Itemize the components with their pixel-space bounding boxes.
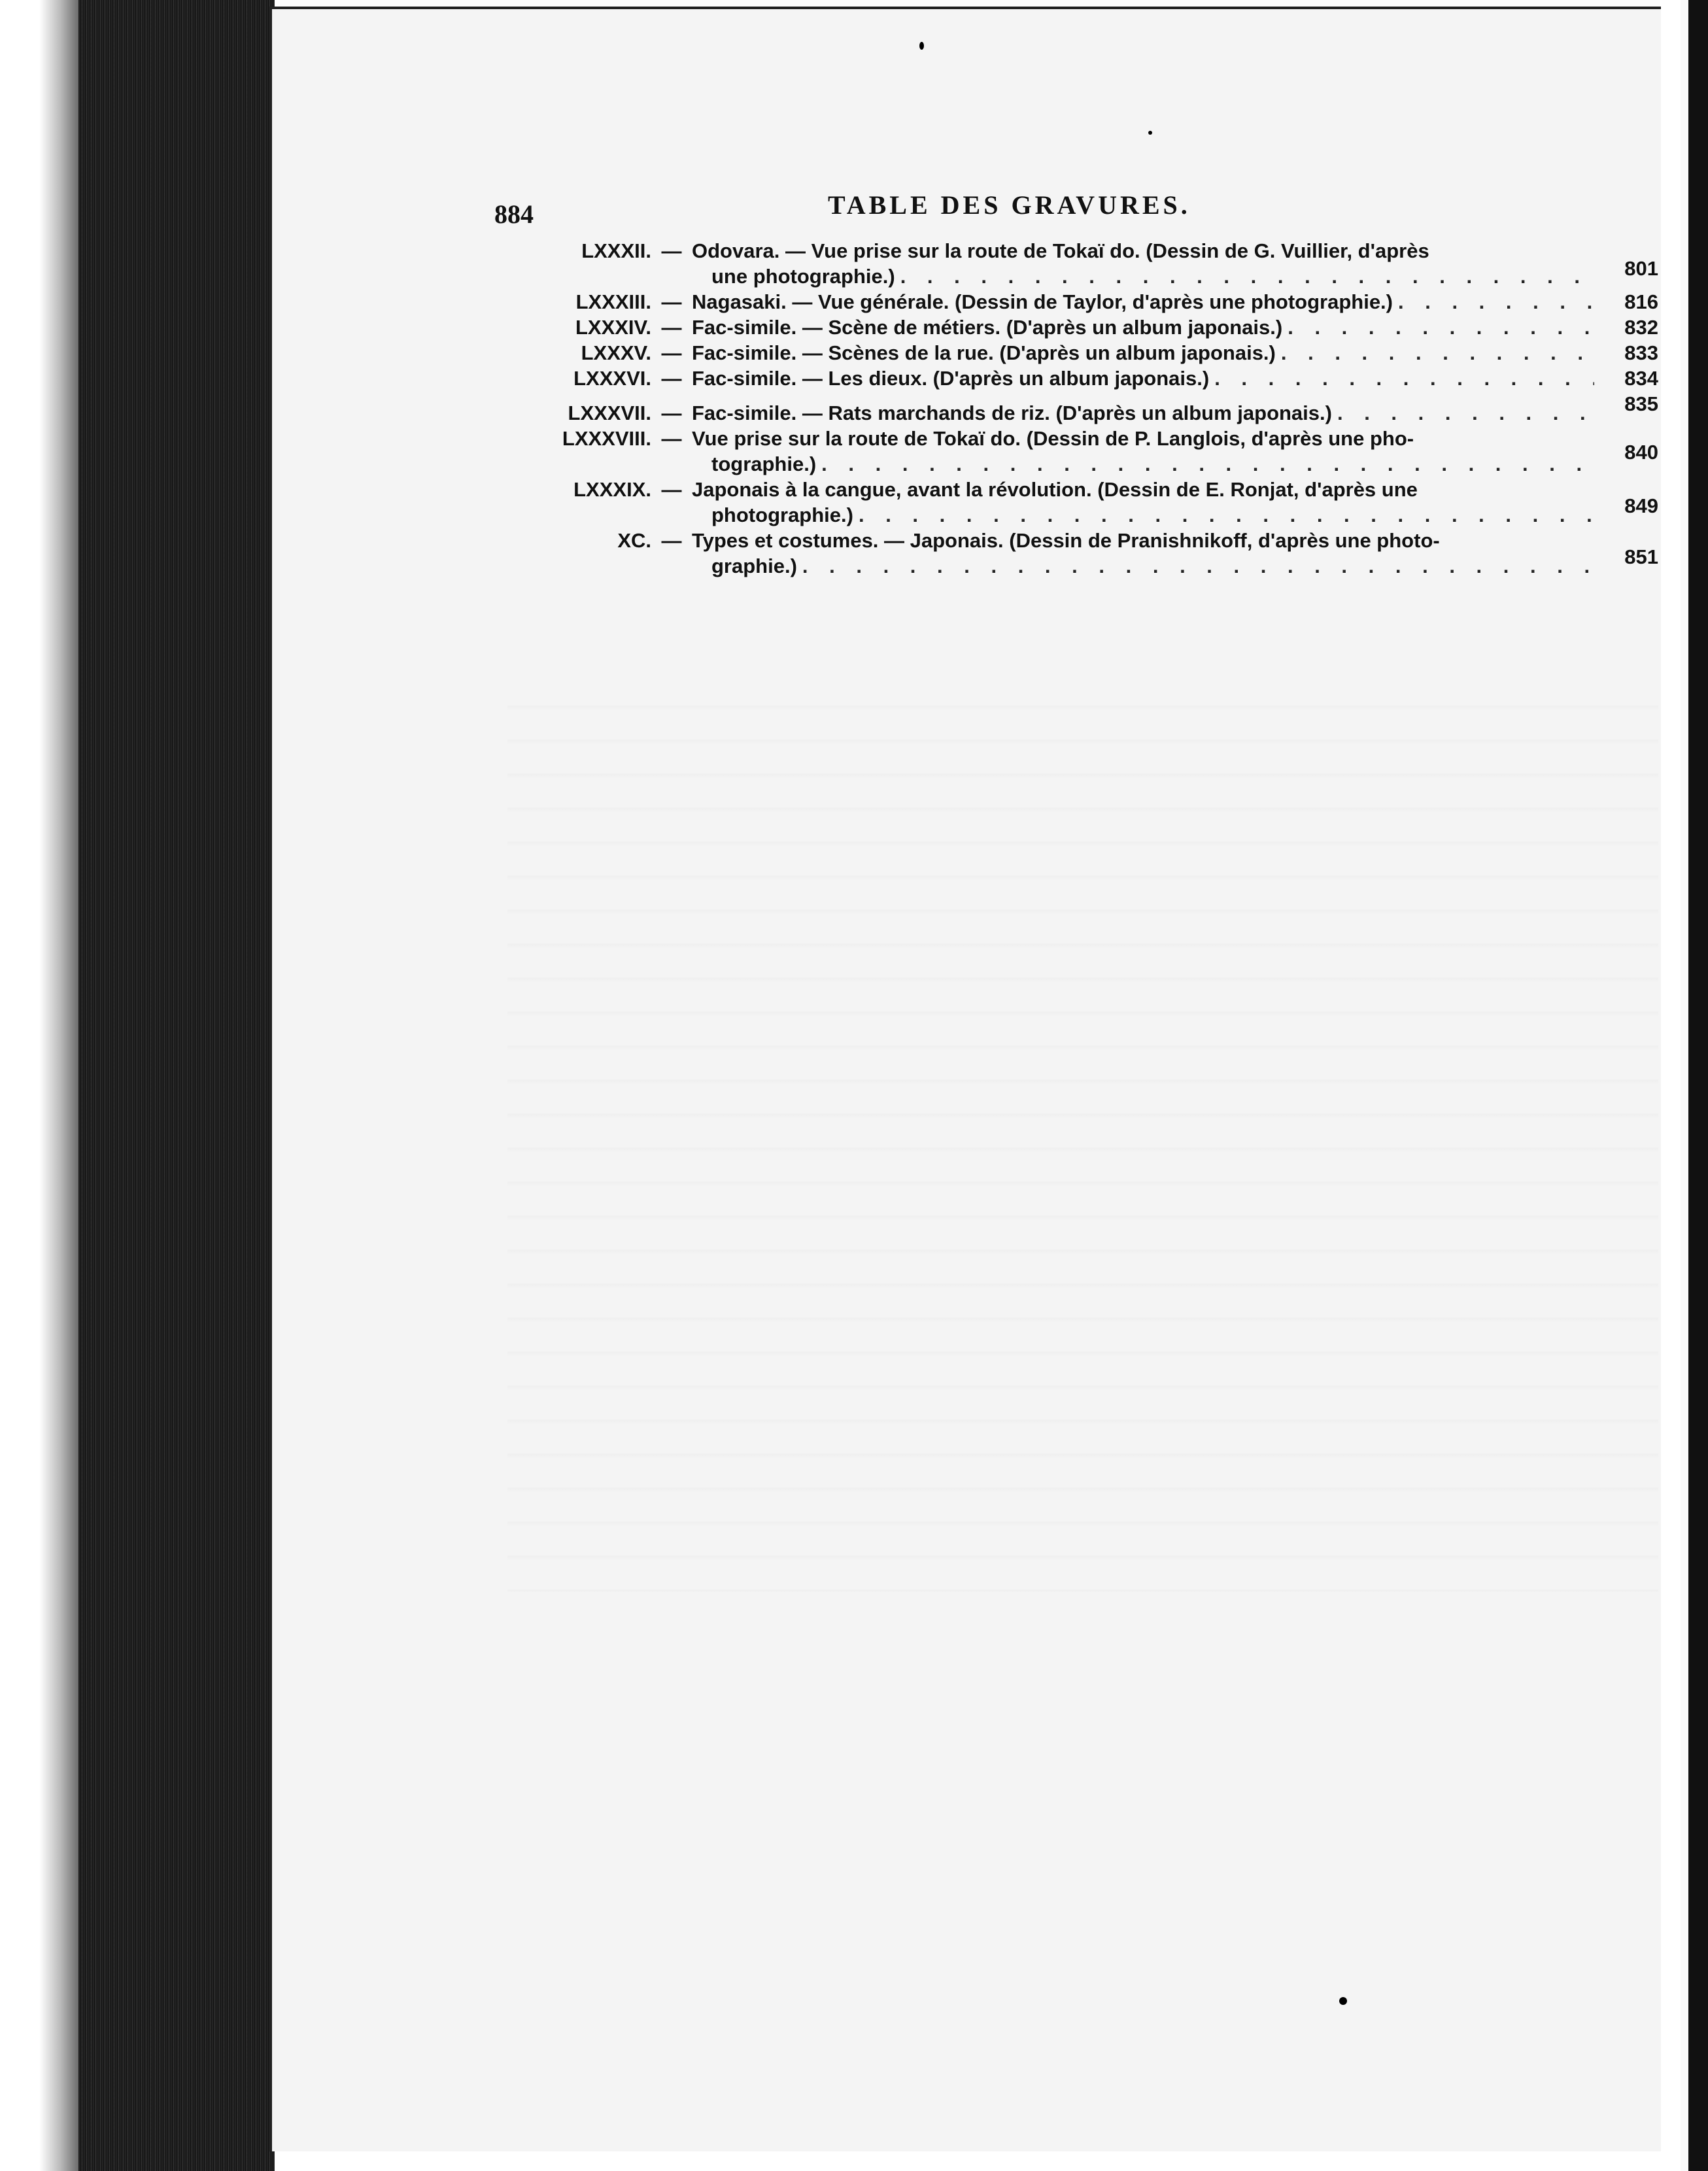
entry-line: Vue prise sur la route de Tokaï do. (Dessin de P. Langlois, d'après une pho- [692,427,1414,450]
entry-dash: — [661,290,682,313]
book-edge [0,0,275,2171]
entry-page: 832 [1624,316,1658,339]
toc-entry [488,289,1658,315]
entry-text [692,340,1594,366]
entry-page: 835 [1624,392,1658,415]
entry-text [692,400,1594,426]
dot-leader [797,553,1594,579]
toc-entry [488,340,1658,366]
entry-dash: — [661,341,682,364]
entry-line: Odovara. — Vue prise sur la route de Tokaï do. (Dessin de G. Vuillier, d'après [692,239,1429,262]
dot-leader [895,264,1594,289]
table-of-engravings [488,238,1658,579]
entry-text [692,315,1594,340]
entry-dash: — [661,529,682,552]
entry-page: 833 [1624,341,1658,364]
entry-number: LXXXIV. [575,316,651,339]
dot-leader [1393,289,1594,315]
dot-leader [1276,340,1594,366]
entry-text [692,289,1594,315]
right-margin [1681,0,1688,2171]
entry-dash: — [661,316,682,339]
right-edge-strip [1688,0,1708,2171]
entry-page: 801 [1624,257,1658,280]
entry-dash: — [661,427,682,450]
toc-entry [488,528,1658,579]
entry-dash: — [661,367,682,390]
entry-line: graphie.) [711,555,797,577]
toc-entry [488,315,1658,340]
entry-number: LXXXV. [581,341,651,364]
entry-line: Fac-simile. — Scène de métiers. (D'après un album japonais.) [692,316,1283,339]
dot-leader [1332,400,1594,426]
toc-entry [488,391,1658,426]
book-spine [78,0,275,2171]
entry-line: une photographie.) [711,265,895,288]
entry-page: 834 [1624,367,1658,390]
entry-line: Japonais à la cangue, avant la révolution. (Dessin de E. Ronjat, d'après une [692,478,1418,501]
entry-line: Nagasaki. — Vue générale. (Dessin de Taylor, d'après une photographie.) [692,290,1393,313]
entry-line: Types et costumes. — Japonais. (Dessin de Pranishnikoff, d'après une photo- [692,529,1440,552]
entry-page: 851 [1624,545,1658,568]
speck [1339,1997,1347,2005]
toc-entry [488,477,1658,528]
toc-entry [488,366,1658,391]
speck [1148,131,1152,135]
page-number: 884 [494,199,534,229]
toc-entry [488,426,1658,477]
entry-text [692,528,1594,579]
entry-page: 816 [1624,290,1658,313]
entry-number: LXXXIX. [573,478,651,501]
running-title: TABLE DES GRAVURES. [828,190,1191,220]
entry-number: LXXXVIII. [562,427,651,450]
dot-leader [816,451,1594,477]
entry-number: LXXXVI. [573,367,651,390]
speck [919,42,924,50]
dot-leader [1209,366,1594,391]
entry-dash: — [661,239,682,262]
entry-line: Fac-simile. — Scènes de la rue. (D'après un album japonais.) [692,341,1276,364]
dot-leader [853,502,1594,528]
entry-dash: — [661,402,682,424]
dot-leader [1282,315,1594,340]
entry-page: 840 [1624,441,1658,464]
bleed-through [507,676,1658,1592]
entry-text [692,366,1594,391]
entry-text [692,238,1594,289]
entry-page: 849 [1624,494,1658,517]
entry-line: tographie.) [711,453,817,475]
entry-number: LXXXIII. [575,290,651,313]
entry-dash: — [661,478,682,501]
entry-text [692,477,1594,528]
entry-line: photographie.) [711,504,853,526]
entry-number: XC. [617,529,651,552]
entry-line: Fac-simile. — Les dieux. (D'après un album japonais.) [692,367,1210,390]
entry-line: Fac-simile. — Rats marchands de riz. (D'après un album japonais.) [692,402,1332,424]
entry-text [692,426,1594,477]
entry-number: LXXXII. [581,239,651,262]
toc-entry [488,238,1658,289]
entry-number: LXXXVII. [568,402,651,424]
book-page [269,7,1661,2151]
